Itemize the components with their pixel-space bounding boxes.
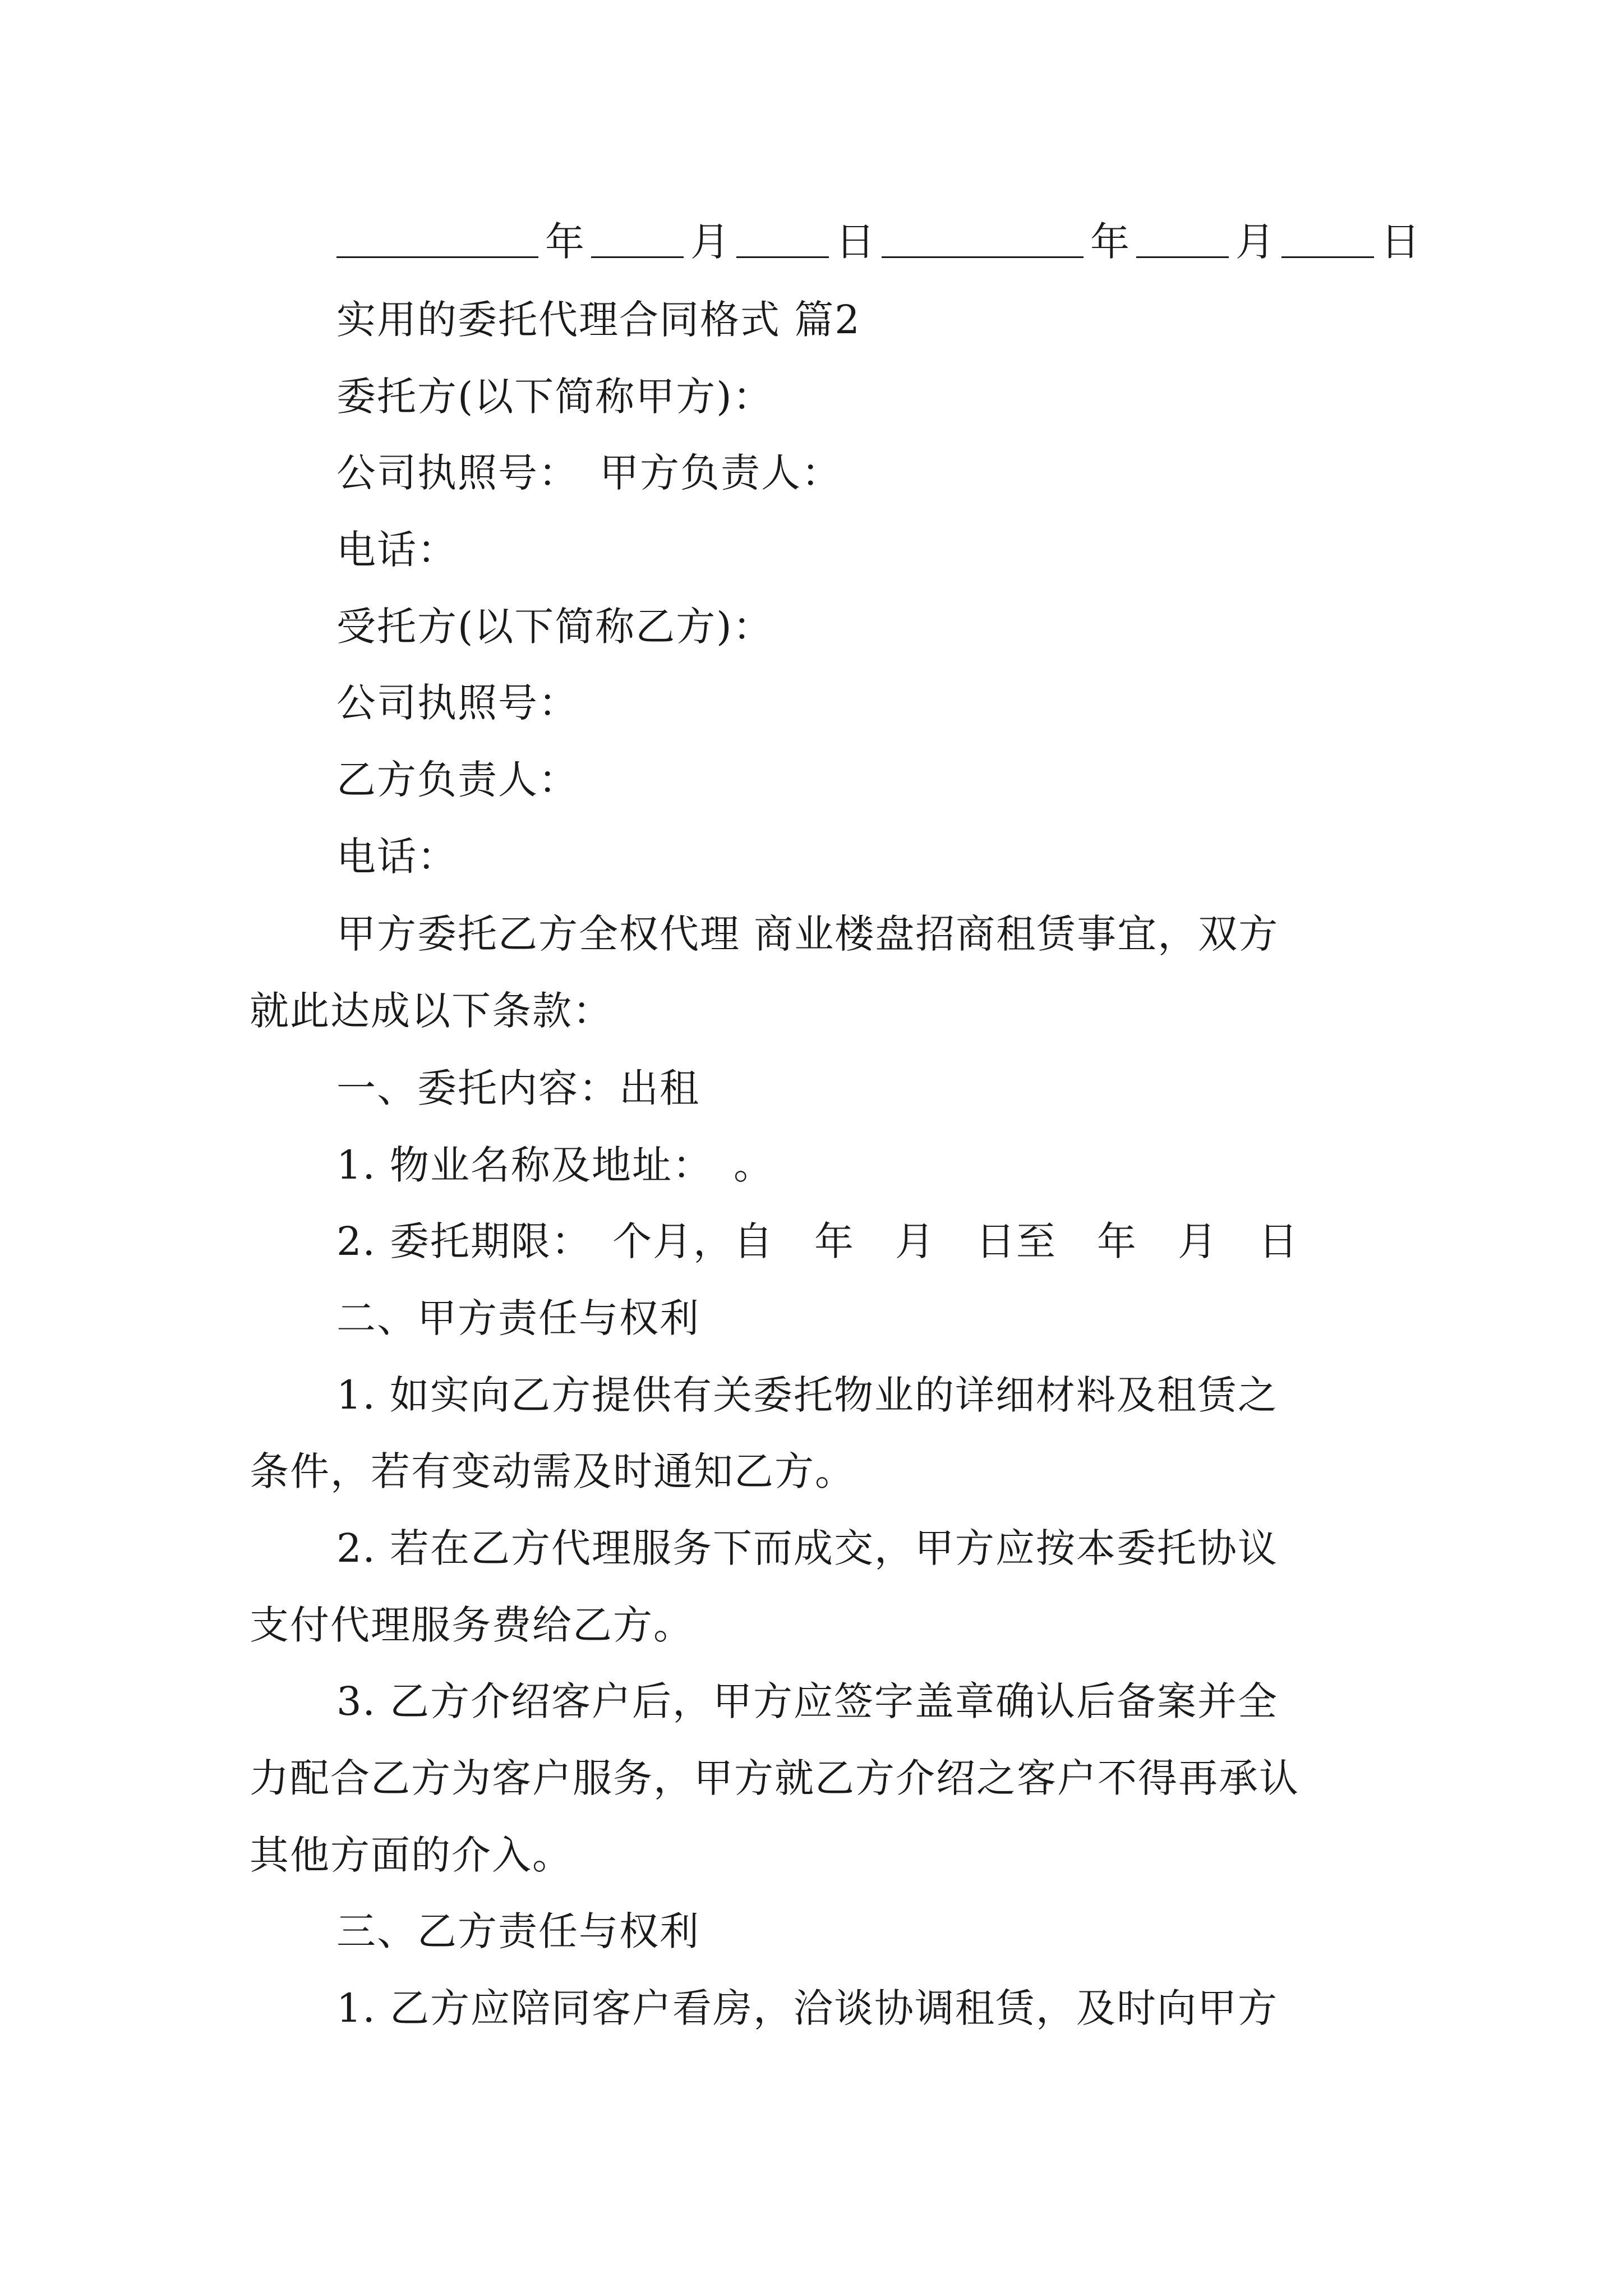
year-label-2: 年 [1090,219,1129,265]
client-line: 委托方(以下简称甲方)： [336,374,773,420]
agent-phone-line: 电话： [336,834,458,880]
day-label-1: 日 [836,219,875,265]
section-2-item-3-line-1: 3. 乙方介绍客户后，甲方应签字盖章确认后备案并全 [336,1678,1279,1724]
section-2-item-1-line-2: 条件，若有变动需及时通知乙方。 [250,1448,855,1494]
agent-license-line: 公司执照号： [336,680,579,726]
section-2-item-3-line-3: 其他方面的介入。 [250,1832,573,1878]
blank-month-2 [1136,222,1229,258]
year-label-1: 年 [545,219,584,265]
blank-day-1 [736,222,829,258]
blank-year-1 [336,222,538,258]
blank-year-2 [882,222,1083,258]
blank-day-2 [1281,222,1374,258]
day-label-2: 日 [1381,219,1420,265]
section-2-heading: 二、甲方责任与权利 [336,1295,700,1341]
section-2-item-2-line-1: 2. 若在乙方代理服务下而成交，甲方应按本委托协议 [336,1525,1279,1571]
section-3-heading: 三、乙方责任与权利 [336,1908,700,1954]
section-1-item-1: 1. 物业名称及地址： 。 [336,1142,774,1188]
section-1-heading: 一、委托内容：出租 [336,1065,700,1111]
month-label-2: 月 [1235,219,1275,265]
section-3-item-1-line-1: 1. 乙方应陪同客户看房，洽谈协调租赁，及时向甲方 [336,1985,1279,2031]
section-2-item-1-line-1: 1. 如实向乙方提供有关委托物业的详细材料及租赁之 [336,1372,1279,1418]
client-phone-line: 电话： [336,527,458,573]
signature-date-line [336,219,1427,265]
agent-line: 受托方(以下简称乙方)： [336,604,773,650]
section-2-item-2-line-2: 支付代理服务费给乙方。 [250,1602,694,1648]
document-title: 实用的委托代理合同格式 篇2 [336,297,861,343]
month-label-1: 月 [690,219,730,265]
intro-paragraph-line-2: 就此达成以下条款： [250,988,613,1034]
section-2-item-3-line-2: 力配合乙方为客户服务，甲方就乙方介绍之客户不得再承认 [250,1755,1299,1801]
section-1-item-2: 2. 委托期限： 个月，自 年 月 日至 年 月 日 [336,1218,1299,1264]
agent-head-line: 乙方负责人： [336,757,579,803]
blank-month-1 [591,222,684,258]
client-license-line: 公司执照号： 甲方负责人： [336,450,842,496]
intro-paragraph-line-1: 甲方委托乙方全权代理 商业楼盘招商租赁事宜，双方 [336,911,1279,957]
